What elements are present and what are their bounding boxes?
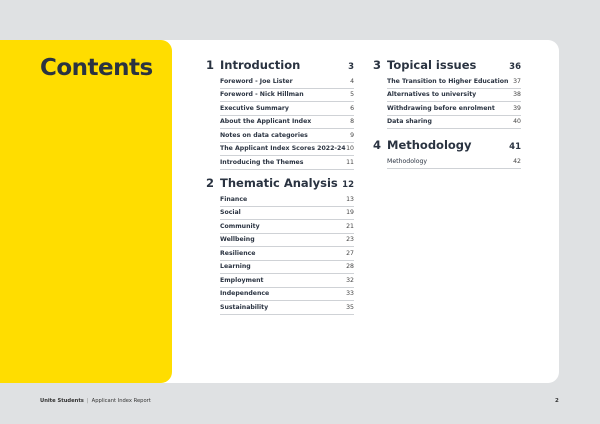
footer-separator: |: [86, 398, 89, 404]
toc-entry[interactable]: [220, 129, 354, 143]
footer-brand: Unite Students: [40, 398, 84, 404]
section-page: 12: [342, 180, 354, 190]
toc-entry[interactable]: [220, 274, 354, 288]
toc-entry[interactable]: [220, 234, 354, 248]
toc-entry[interactable]: [387, 116, 521, 130]
toc-entry-label: Wellbeing: [220, 236, 255, 244]
section-heading[interactable]: [206, 58, 354, 73]
toc-entry-label: Introducing the Themes: [220, 158, 304, 166]
toc-entry-label: Finance: [220, 195, 248, 203]
toc-entry[interactable]: [387, 89, 521, 103]
section-thematic-analysis: [206, 176, 354, 315]
section-topical-issues: [373, 58, 521, 129]
toc-entry-page: 21: [346, 222, 354, 230]
toc-entry-page: 9: [350, 131, 354, 139]
toc-entry-page: 4: [350, 77, 354, 85]
page-number: 2: [555, 398, 559, 404]
section-items: [373, 75, 521, 129]
toc-entry[interactable]: [220, 247, 354, 261]
section-number: 3: [373, 58, 382, 72]
toc-entry[interactable]: [220, 89, 354, 103]
section-page: 36: [509, 62, 521, 72]
toc-entry[interactable]: [220, 301, 354, 315]
toc-entry[interactable]: [220, 156, 354, 170]
section-number: 1: [206, 58, 215, 72]
section-introduction: [206, 58, 354, 170]
toc-entry-label: Community: [220, 222, 260, 230]
toc-entry-label: The Applicant Index Scores 2022-24: [220, 145, 346, 153]
toc-entry-label: Independence: [220, 290, 270, 298]
section-items: [373, 155, 521, 169]
toc-entry-page: 39: [513, 104, 521, 112]
toc-entry[interactable]: [220, 102, 354, 116]
toc-entry-label: Methodology: [387, 157, 428, 165]
toc-entry-page: 19: [346, 209, 354, 217]
toc-entry-page: 42: [513, 157, 521, 165]
section-number: 4: [373, 138, 382, 152]
toc-entry[interactable]: [220, 75, 354, 89]
toc-entry-label: Resilience: [220, 249, 256, 257]
section-number: 2: [206, 176, 215, 190]
section-methodology: [373, 138, 521, 169]
toc-entry-page: 8: [350, 118, 354, 126]
toc-entry-page: 27: [346, 249, 354, 257]
toc-entry-label: Executive Summary: [220, 104, 289, 112]
toc-entry-label: Foreword - Nick Hillman: [220, 91, 304, 99]
toc-entry-page: 28: [346, 263, 354, 271]
section-items: [206, 75, 354, 170]
toc-entry-label: Withdrawing before enrolment: [387, 104, 495, 112]
toc-entry-label: Notes on data categories: [220, 131, 308, 139]
section-page: 41: [509, 142, 521, 152]
toc-entry-page: 11: [346, 158, 354, 166]
toc-entry-label: Alternatives to university: [387, 91, 477, 99]
toc-entry-label: Data sharing: [387, 118, 432, 126]
toc-entry[interactable]: [387, 75, 521, 89]
toc-entry-page: 33: [346, 290, 354, 298]
toc-entry[interactable]: [220, 143, 354, 157]
toc-entry-label: The Transition to Higher Education: [387, 77, 509, 85]
toc-entry-page: 6: [350, 104, 354, 112]
toc-entry-page: 32: [346, 276, 354, 284]
section-heading[interactable]: [373, 138, 521, 153]
toc-entry[interactable]: [220, 288, 354, 302]
section-heading[interactable]: [206, 176, 354, 191]
toc-entry-label: About the Applicant Index: [220, 118, 312, 126]
toc-entry[interactable]: [220, 193, 354, 207]
toc-entry-label: Employment: [220, 276, 264, 284]
toc-entry-page: 5: [350, 91, 354, 99]
toc-entry-page: 35: [346, 303, 354, 311]
toc-entry[interactable]: [220, 207, 354, 221]
section-title: Introduction: [220, 58, 301, 72]
contents-heading: Contents: [40, 55, 153, 81]
footer: [40, 398, 151, 404]
toc-entry-label: Sustainability: [220, 303, 269, 311]
section-heading[interactable]: [373, 58, 521, 73]
toc-entry[interactable]: [220, 220, 354, 234]
section-page: 3: [348, 62, 354, 72]
footer-report-title: Applicant Index Report: [91, 398, 151, 404]
toc-entry-page: 38: [513, 91, 521, 99]
toc-entry[interactable]: [220, 261, 354, 275]
toc-entry-label: Foreword - Joe Lister: [220, 77, 293, 85]
toc-entry-page: 13: [346, 195, 354, 203]
yellow-title-panel: [0, 40, 172, 383]
toc-entry[interactable]: [387, 102, 521, 116]
toc-entry-page: 10: [346, 145, 354, 153]
toc-entry-page: 40: [513, 118, 521, 126]
toc-entry-page: 23: [346, 236, 354, 244]
toc-entry[interactable]: [220, 116, 354, 130]
toc-entry-label: Social: [220, 209, 241, 217]
toc-entry-page: 37: [513, 77, 521, 85]
section-title: Methodology: [387, 138, 472, 152]
toc-entry-label: Learning: [220, 263, 251, 271]
section-title: Thematic Analysis: [220, 176, 338, 190]
section-items: [206, 193, 354, 315]
toc-entry[interactable]: [387, 155, 521, 169]
section-title: Topical issues: [387, 58, 477, 72]
